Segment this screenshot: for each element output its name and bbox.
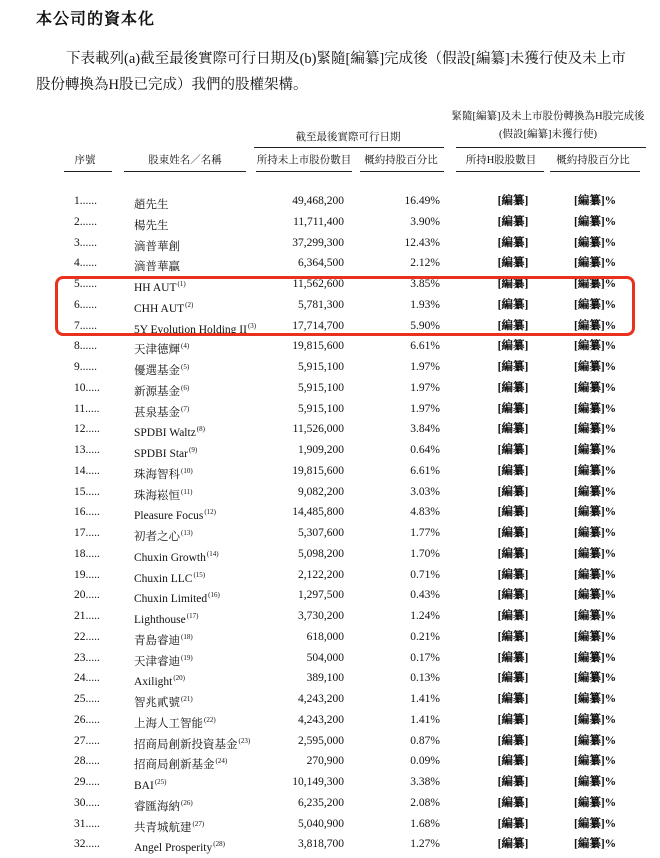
h-pct-redacted: [編纂]%: [574, 817, 617, 830]
h-pct-redacted: [編纂]%: [574, 215, 617, 228]
shareholder-name: 5Y Evolution Holding II$^{(3)}$: [134, 321, 257, 336]
h-pct-redacted: [編纂]%: [574, 423, 617, 436]
table-row: [0, 378, 660, 398]
unlisted-shares: 19,815,600: [292, 340, 344, 353]
column-header-num: 序號: [74, 155, 96, 166]
table-row: [0, 399, 660, 419]
footnote-ref: (25): [154, 778, 167, 786]
shareholding-pct: 0.64%: [410, 444, 440, 456]
h-pct-redacted: [編纂]%: [574, 589, 617, 602]
shareholder-name: 珠海崧恒$^{(11)}$: [134, 487, 193, 502]
unlisted-shares: 5,098,200: [298, 547, 344, 560]
shareholder-name: 智兆貳號$^{(21)}$: [134, 695, 193, 709]
group-header-right-line1: 緊隨[編纂]及未上市股份轉換為H股完成後: [451, 111, 645, 122]
unlisted-shares: 5,307,600: [298, 527, 344, 539]
row-number: 11.....: [74, 402, 100, 415]
shareholding-pct: 1.70%: [410, 547, 440, 560]
shareholder-name: 新源基金$^{(6)}$: [134, 383, 190, 398]
table-row: [0, 648, 660, 668]
header-rule-shares: [256, 171, 352, 172]
h-shares-redacted: [編纂]: [497, 589, 529, 602]
header-rule-pct: [360, 171, 444, 172]
row-number: 29.....: [74, 776, 100, 788]
shareholder-name: CHH AUT$^{(2)}$: [134, 300, 194, 315]
unlisted-shares: 5,040,900: [298, 817, 344, 830]
group-header-left: 截至最後實際可行日期: [295, 132, 401, 143]
footnote-ref: (19): [181, 653, 193, 662]
h-shares-redacted: [編纂]: [497, 340, 529, 353]
h-shares-redacted: [編纂]: [497, 630, 529, 643]
footnote-ref: (17): [186, 612, 199, 620]
unlisted-shares: 618,000: [306, 630, 344, 643]
row-number: 14.....: [74, 464, 100, 477]
footnote-ref: (4): [181, 342, 190, 351]
h-pct-redacted: [編纂]%: [574, 195, 617, 207]
shareholder-name: Chuxin LLC$^{(15)}$: [134, 570, 206, 585]
shareholding-pct: 0.17%: [410, 651, 440, 664]
shareholding-pct: 1.77%: [410, 527, 440, 539]
footnote-ref: (15): [193, 570, 206, 579]
h-shares-redacted: [編纂]: [497, 298, 529, 311]
table-row: [0, 751, 660, 771]
shareholding-pct: 2.12%: [410, 257, 440, 270]
footnote-ref: (9): [189, 446, 198, 454]
row-number: 16.....: [74, 506, 100, 519]
row-number: 31.....: [74, 817, 100, 830]
table-row: [0, 482, 660, 502]
row-number: 28.....: [74, 755, 100, 768]
table-row: [0, 772, 660, 792]
h-pct-redacted: [編纂]%: [574, 672, 617, 685]
shareholder-name: 招商局創新投資基金$^{(23)}$: [134, 736, 251, 751]
h-pct-redacted: [編纂]%: [574, 755, 617, 768]
header-rule-h-shares: [456, 171, 544, 172]
h-pct-redacted: [編纂]%: [574, 257, 617, 270]
shareholder-name: 上海人工智能$^{(22)}$: [134, 715, 216, 730]
row-number: 12.....: [74, 423, 100, 436]
table-row: [0, 440, 660, 460]
h-pct-redacted: [編纂]%: [574, 361, 617, 373]
footnote-ref: (6): [181, 383, 190, 392]
shareholder-name: HH AUT$^{(1)}$: [134, 280, 186, 294]
h-shares-redacted: [編纂]: [497, 381, 529, 394]
footnote-ref: (7): [181, 404, 190, 413]
unlisted-shares: 5,915,100: [298, 402, 344, 415]
shareholding-pct: 12.43%: [404, 236, 440, 249]
shareholding-pct: 4.83%: [410, 506, 440, 519]
h-shares-redacted: [編纂]: [497, 838, 529, 851]
h-pct-redacted: [編纂]%: [574, 568, 617, 581]
shareholding-pct: 1.27%: [410, 838, 440, 851]
table-row: [0, 523, 660, 543]
unlisted-shares: 11,711,400: [293, 215, 344, 228]
unlisted-shares: 14,485,800: [292, 506, 344, 519]
row-number: 7......: [74, 319, 97, 332]
shareholding-pct: 0.21%: [410, 630, 440, 643]
column-header-pct: 概約持股百分比: [364, 155, 438, 166]
h-pct-redacted: [編纂]%: [574, 610, 617, 622]
h-shares-redacted: [編纂]: [497, 651, 529, 664]
row-number: 26.....: [74, 713, 100, 726]
row-number: 32.....: [74, 838, 100, 851]
h-shares-redacted: [編纂]: [497, 713, 529, 726]
unlisted-shares: 1,297,500: [298, 589, 344, 602]
unlisted-shares: 1,909,200: [298, 444, 344, 456]
shareholding-pct: 1.93%: [410, 298, 440, 311]
footnote-ref: (21): [181, 695, 193, 703]
row-number: 9......: [74, 361, 97, 373]
footnote-ref: (27): [192, 819, 205, 828]
shareholder-name: 天津德輝$^{(4)}$: [134, 342, 190, 357]
unlisted-shares: 10,149,300: [292, 776, 344, 788]
unlisted-shares: 11,562,600: [292, 278, 344, 290]
row-number: 2......: [74, 215, 97, 228]
unlisted-shares: 5,781,300: [298, 298, 344, 311]
unlisted-shares: 2,595,000: [298, 734, 344, 747]
unlisted-shares: 5,915,100: [298, 381, 344, 394]
row-number: 8......: [74, 340, 97, 353]
h-pct-redacted: [編纂]%: [574, 485, 617, 498]
unlisted-shares: 270,900: [306, 755, 344, 768]
footnote-ref: (3): [247, 321, 257, 330]
shareholding-pct: 1.97%: [410, 381, 440, 394]
row-number: 17.....: [74, 527, 100, 539]
unlisted-shares: 504,000: [306, 651, 344, 664]
row-number: 20.....: [74, 589, 100, 602]
group-header-left-rule: [254, 147, 444, 148]
shareholder-name: 趙先生: [134, 199, 169, 211]
unlisted-shares: 3,818,700: [298, 838, 344, 851]
unlisted-shares: 5,915,100: [298, 361, 344, 373]
table-row: [0, 793, 660, 813]
table-row: [0, 814, 660, 834]
shareholder-name: Chuxin Growth$^{(14)}$: [134, 549, 219, 564]
h-shares-redacted: [編纂]: [497, 444, 529, 456]
h-shares-redacted: [編纂]: [497, 776, 529, 788]
table-row: [0, 253, 660, 273]
row-number: 18.....: [74, 547, 100, 560]
group-header-right-rule: [456, 147, 646, 148]
group-header-right-line2: (假設[編纂]未獲行使): [499, 129, 597, 140]
table-row: [0, 233, 660, 253]
h-shares-redacted: [編纂]: [497, 423, 529, 436]
h-pct-redacted: [編纂]%: [574, 796, 617, 809]
shareholder-name: SPDBI Waltz$^{(8)}$: [134, 425, 205, 440]
h-pct-redacted: [編纂]%: [574, 693, 617, 705]
header-rule-num: [64, 171, 112, 172]
shareholder-name: 共青城航建$^{(27)}$: [134, 819, 205, 834]
shareholding-pct: 1.24%: [410, 610, 440, 622]
h-pct-redacted: [編纂]%: [574, 340, 617, 353]
highlight-box: [55, 276, 635, 336]
shareholder-name: BAI$^{(25)}$: [134, 778, 167, 792]
table-row: [0, 212, 660, 232]
row-number: 23.....: [74, 651, 100, 664]
shareholding-pct: 1.41%: [410, 693, 440, 705]
h-pct-redacted: [編纂]%: [574, 776, 617, 788]
footnote-ref: (14): [206, 549, 219, 558]
shareholder-name: Pleasure Focus$^{(12)}$: [134, 508, 216, 523]
column-header-name: 股東姓名／名稱: [148, 155, 222, 166]
shareholder-name: 優選基金$^{(5)}$: [134, 363, 190, 377]
row-number: 5......: [74, 278, 97, 290]
footnote-ref: (2): [185, 300, 194, 309]
shareholding-pct: 5.90%: [410, 319, 440, 332]
h-shares-redacted: [編纂]: [497, 215, 529, 228]
row-number: 19.....: [74, 568, 100, 581]
h-pct-redacted: [編纂]%: [574, 713, 617, 726]
row-number: 24.....: [74, 672, 100, 685]
table-row: [0, 357, 660, 377]
row-number: 3......: [74, 236, 97, 249]
unlisted-shares: 19,815,600: [292, 464, 344, 477]
shareholder-name: 天津睿迪$^{(19)}$: [134, 653, 193, 668]
unlisted-shares: 11,526,000: [292, 423, 344, 436]
shareholding-pct: 0.43%: [410, 589, 440, 602]
unlisted-shares: 4,243,200: [298, 693, 344, 705]
table-row: [0, 689, 660, 709]
h-pct-redacted: [編纂]%: [574, 734, 617, 747]
table-row: [0, 502, 660, 522]
header-rule-name: [124, 171, 246, 172]
row-number: 13.....: [74, 444, 100, 456]
h-pct-redacted: [編纂]%: [574, 838, 617, 851]
h-pct-redacted: [編纂]%: [574, 506, 617, 519]
table-row: [0, 191, 660, 211]
h-shares-redacted: [編纂]: [497, 527, 529, 539]
row-number: 21.....: [74, 610, 100, 622]
column-header-h-pct: 概約持股百分比: [556, 155, 630, 166]
shareholder-name: 青島睿迪$^{(18)}$: [134, 632, 193, 647]
table-row: [0, 336, 660, 356]
shareholder-name: Chuxin Limited$^{(16)}$: [134, 591, 220, 606]
h-shares-redacted: [編纂]: [497, 506, 529, 519]
unlisted-shares: 9,082,200: [298, 485, 344, 498]
h-shares-redacted: [編纂]: [497, 278, 529, 290]
shareholding-pct: 0.09%: [410, 755, 440, 768]
shareholding-pct: 1.68%: [410, 817, 440, 830]
column-header-h-shares: 所持H股股數目: [465, 155, 537, 166]
shareholding-pct: 3.85%: [410, 278, 440, 290]
footnote-ref: (5): [181, 363, 190, 371]
footnote-ref: (23): [238, 736, 251, 745]
h-shares-redacted: [編纂]: [497, 195, 529, 207]
h-shares-redacted: [編纂]: [497, 693, 529, 705]
column-header-shares: 所持未上市股份數目: [256, 155, 352, 166]
table-row: [0, 419, 660, 439]
h-pct-redacted: [編纂]%: [574, 464, 617, 477]
footnote-ref: (11): [181, 487, 193, 496]
h-pct-redacted: [編纂]%: [574, 444, 617, 456]
table-row: [0, 606, 660, 626]
shareholding-pct: 3.84%: [410, 423, 440, 436]
h-shares-redacted: [編纂]: [497, 547, 529, 560]
footnote-ref: (18): [181, 632, 193, 641]
h-shares-redacted: [編纂]: [497, 755, 529, 768]
shareholder-name: 甚泉基金$^{(7)}$: [134, 404, 190, 419]
shareholding-pct: 6.61%: [410, 340, 440, 353]
row-number: 15.....: [74, 485, 100, 498]
table-row: [0, 544, 660, 564]
shareholder-name: 招商局創新基金$^{(24)}$: [134, 757, 228, 772]
h-pct-redacted: [編纂]%: [574, 319, 617, 332]
section-title: 本公司的資本化: [36, 11, 156, 28]
h-pct-redacted: [編纂]%: [574, 527, 617, 539]
h-shares-redacted: [編纂]: [497, 734, 529, 747]
intro-paragraph: 下表載列(a)截至最後實際可行日期及(b)緊隨[編纂]完成後（假設[編纂]未獲行使及未上市股份轉換為H股已完成）我們的股權架構。: [36, 51, 626, 93]
h-shares-redacted: [編纂]: [497, 319, 529, 332]
row-number: 4......: [74, 257, 97, 270]
table-row: [0, 710, 660, 730]
footnote-ref: (8): [196, 425, 205, 434]
row-number: 27.....: [74, 734, 100, 747]
h-shares-redacted: [編纂]: [497, 485, 529, 498]
h-shares-redacted: [編纂]: [497, 610, 529, 622]
shareholding-pct: 0.87%: [410, 734, 440, 747]
table-row: [0, 834, 660, 854]
shareholding-pct: 0.71%: [410, 568, 440, 581]
shareholder-name: SPDBI Star$^{(9)}$: [134, 446, 198, 460]
shareholder-name: 滴普華創: [134, 240, 180, 253]
h-pct-redacted: [編纂]%: [574, 381, 617, 394]
row-number: 1......: [74, 195, 97, 207]
shareholding-pct: 3.38%: [410, 776, 440, 788]
h-shares-redacted: [編纂]: [497, 464, 529, 477]
h-pct-redacted: [編纂]%: [574, 651, 617, 664]
footnote-ref: (20): [173, 674, 186, 683]
unlisted-shares: 2,122,200: [298, 568, 344, 581]
shareholding-pct: 16.49%: [404, 195, 440, 207]
shareholder-name: Lighthouse$^{(17)}$: [134, 612, 199, 626]
shareholder-name: 滴普華贏: [134, 261, 180, 274]
footnote-ref: (26): [181, 798, 193, 807]
shareholder-name: 楊先生: [134, 219, 169, 232]
unlisted-shares: 6,364,500: [298, 257, 344, 270]
h-shares-redacted: [編纂]: [497, 402, 529, 415]
footnote-ref: (1): [177, 280, 186, 288]
unlisted-shares: 49,468,200: [292, 195, 344, 207]
unlisted-shares: 4,243,200: [298, 713, 344, 726]
h-pct-redacted: [編纂]%: [574, 630, 617, 643]
h-shares-redacted: [編纂]: [497, 796, 529, 809]
shareholding-pct: 1.41%: [410, 713, 440, 726]
table-row: [0, 731, 660, 751]
shareholding-pct: 0.13%: [410, 672, 440, 685]
footnote-ref: (28): [213, 840, 225, 849]
footnote-ref: (10): [181, 466, 193, 475]
row-number: 25.....: [74, 693, 100, 705]
footnote-ref: (16): [208, 591, 220, 600]
shareholder-name: 珠海智科$^{(10)}$: [134, 466, 193, 481]
h-shares-redacted: [編纂]: [497, 568, 529, 581]
shareholder-name: 睿匯海納$^{(26)}$: [134, 798, 193, 813]
table-row: [0, 668, 660, 688]
shareholder-name: Angel Prosperity$^{(28)}$: [134, 840, 225, 855]
row-number: 10.....: [74, 381, 100, 394]
h-shares-redacted: [編纂]: [497, 236, 529, 249]
shareholder-name: Axilight$^{(20)}$: [134, 674, 186, 689]
footnote-ref: (12): [204, 508, 216, 517]
table-row: [0, 585, 660, 605]
shareholder-name: 初者之心$^{(13)}$: [134, 529, 193, 543]
h-shares-redacted: [編纂]: [497, 257, 529, 270]
shareholding-pct: 3.03%: [410, 485, 440, 498]
shareholding-pct: 6.61%: [410, 464, 440, 477]
unlisted-shares: 6,235,200: [298, 796, 344, 809]
shareholding-pct: 3.90%: [410, 215, 440, 228]
h-shares-redacted: [編纂]: [497, 672, 529, 685]
footnote-ref: (24): [215, 757, 228, 766]
h-pct-redacted: [編纂]%: [574, 236, 617, 249]
unlisted-shares: 389,100: [306, 672, 344, 685]
h-pct-redacted: [編纂]%: [574, 298, 617, 311]
table-row: [0, 461, 660, 481]
table-row: [0, 565, 660, 585]
h-shares-redacted: [編纂]: [497, 361, 529, 373]
row-number: 6......: [74, 298, 97, 311]
h-pct-redacted: [編纂]%: [574, 402, 617, 415]
unlisted-shares: 17,714,700: [292, 319, 344, 332]
shareholding-pct: 1.97%: [410, 361, 440, 373]
footnote-ref: (13): [181, 529, 193, 537]
h-shares-redacted: [編纂]: [497, 817, 529, 830]
h-pct-redacted: [編纂]%: [574, 278, 617, 290]
h-pct-redacted: [編纂]%: [574, 547, 617, 560]
header-rule-h-pct: [550, 171, 640, 172]
row-number: 30.....: [74, 796, 100, 809]
shareholding-pct: 1.97%: [410, 402, 440, 415]
unlisted-shares: 37,299,300: [292, 236, 344, 249]
footnote-ref: (22): [204, 715, 216, 724]
shareholding-pct: 2.08%: [410, 796, 440, 809]
unlisted-shares: 3,730,200: [298, 610, 344, 622]
row-number: 22.....: [74, 630, 100, 643]
table-row: [0, 627, 660, 647]
